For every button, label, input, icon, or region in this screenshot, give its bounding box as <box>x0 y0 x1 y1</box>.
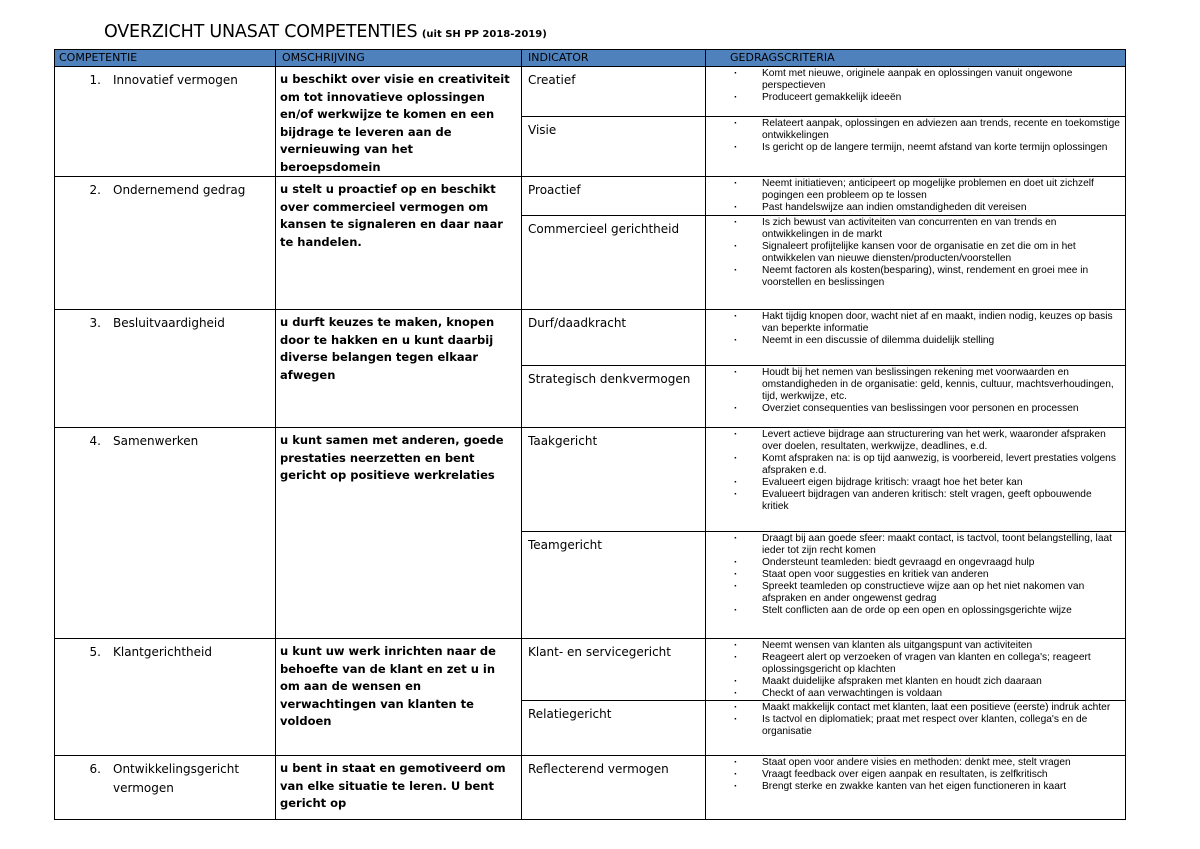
page-title <box>104 22 547 42</box>
competency-number: 4. <box>89 434 101 448</box>
criteria-item: · Evalueert eigen bijdrage kritisch: vraagt hoe het beter kan <box>706 477 1121 489</box>
competency-cell <box>55 67 276 177</box>
criteria-item: · Signaleert profijtelijke kansen voor de organisatie en zet die om in het ontwikkelen van nieuwe diensten/producten/voorstellen <box>706 241 1121 265</box>
indicator-cell: Commercieel gerichtheid <box>522 216 706 310</box>
criteria-cell <box>706 116 1126 176</box>
criteria-item: · Vraagt feedback over eigen aanpak en resultaten, is zelfkritisch <box>706 769 1121 781</box>
criteria-item: · Maakt duidelijke afspraken met klanten en houdt zich daaraan <box>706 676 1121 688</box>
criteria-cell <box>706 366 1126 428</box>
criteria-list <box>706 702 1121 738</box>
criteria-item: · Relateert aanpak, oplossingen en adviezen aan trends, recente en toekomstige ontwikkelingen <box>706 118 1121 142</box>
criteria-cell <box>706 310 1126 366</box>
criteria-list <box>706 178 1121 214</box>
header-gedragscriteria: GEDRAGSCRITERIA <box>706 50 1126 67</box>
competency-description: u stelt u proactief op en beschikt over commercieel vermogen om kansen te signaleren en daar naar te handelen. <box>276 177 522 310</box>
criteria-list <box>706 640 1121 700</box>
table-row <box>55 67 1126 117</box>
competency-cell <box>55 310 276 428</box>
competency-name: Ondernemend gedrag <box>113 183 246 197</box>
criteria-cell <box>706 756 1126 820</box>
criteria-item: · Draagt bij aan goede sfeer: maakt contact, is tactvol, toont belangstelling, laat ieder tot zijn recht komen <box>706 533 1121 557</box>
criteria-item: · Overziet consequenties van beslissingen voor personen en processen <box>706 403 1121 415</box>
criteria-item: · Levert actieve bijdrage aan structurering van het werk, waaronder afspraken over doelen, resultaten, werkwijze, deadlines, e.d. <box>706 429 1121 453</box>
indicator-cell: Proactief <box>522 177 706 216</box>
title-main: OVERZICHT UNASAT COMPETENTIES <box>104 22 418 42</box>
criteria-item: · Neemt wensen van klanten als uitgangspunt van activiteiten <box>706 640 1121 652</box>
competency-description: u kunt uw werk inrichten naar de behoefte van de klant en zet u in om aan de wensen en verwachtingen van klanten te voldoen <box>276 639 522 756</box>
criteria-item: · Neemt factoren als kosten(besparing), winst, rendement en groei mee in voorstellen en beslissingen <box>706 265 1121 289</box>
competency-number: 5. <box>89 645 101 659</box>
competency-name: Samenwerken <box>113 434 199 448</box>
criteria-item: · Stelt conflicten aan de orde op een open en oplossingsgerichte wijze <box>706 605 1121 617</box>
criteria-item: · Produceert gemakkelijk ideeën <box>706 92 1121 104</box>
criteria-cell <box>706 216 1126 310</box>
table-row <box>55 177 1126 216</box>
criteria-item: · Komt met nieuwe, originele aanpak en oplossingen vanuit ongewone perspectieven <box>706 68 1121 92</box>
competency-description: u durft keuzes te maken, knopen door te hakken en u kunt daarbij diverse belangen tegen elkaar afwegen <box>276 310 522 428</box>
criteria-cell <box>706 701 1126 756</box>
criteria-item: · Spreekt teamleden op constructieve wijze aan op het niet nakomen van afspraken en ander ongewenst gedrag <box>706 581 1121 605</box>
table-row <box>55 639 1126 701</box>
table-row <box>55 428 1126 532</box>
criteria-item: · Houdt bij het nemen van beslissingen rekening met voorwaarden en omstandigheden in de organisatie: geld, kennis, cultuur, machtsverhoudingen, tijd, werkwijze, etc. <box>706 367 1121 403</box>
indicator-cell: Durf/daadkracht <box>522 310 706 366</box>
competency-description: u kunt samen met anderen, goede prestaties neerzetten en bent gericht op positieve werkrelaties <box>276 428 522 639</box>
table-header-row <box>55 50 1126 67</box>
indicator-cell: Reflecterend vermogen <box>522 756 706 820</box>
criteria-cell <box>706 532 1126 639</box>
competency-description: u bent in staat en gemotiveerd om van elke situatie te leren. U bent gericht op <box>276 756 522 820</box>
competency-cell <box>55 639 276 756</box>
criteria-item: · Staat open voor suggesties en kritiek van anderen <box>706 569 1121 581</box>
title-source: (uit SH PP 2018-2019) <box>421 29 547 40</box>
header-omschrijving: OMSCHRIJVING <box>276 50 522 67</box>
competency-name: Besluitvaardigheid <box>113 316 225 330</box>
criteria-cell <box>706 67 1126 117</box>
criteria-list <box>706 311 1121 347</box>
criteria-item: · Reageert alert op verzoeken of vragen van klanten en collega's; reageert oplossingsgericht op klachten <box>706 652 1121 676</box>
criteria-cell <box>706 177 1126 216</box>
criteria-item: · Evalueert bijdragen van anderen kritisch: stelt vragen, geeft opbouwende kritiek <box>706 489 1121 513</box>
criteria-item: · Neemt in een discussie of dilemma duidelijk stelling <box>706 335 1121 347</box>
criteria-item: · Hakt tijdig knopen door, wacht niet af en maakt, indien nodig, keuzes op basis van beperkte informatie <box>706 311 1121 335</box>
criteria-item: · Past handelswijze aan indien omstandigheden dit vereisen <box>706 202 1121 214</box>
criteria-item: · Staat open voor andere visies en methoden: denkt mee, stelt vragen <box>706 757 1121 769</box>
criteria-item: · Ondersteunt teamleden: biedt gevraagd en ongevraagd hulp <box>706 557 1121 569</box>
table-row <box>55 310 1126 366</box>
header-competentie: COMPETENTIE <box>55 50 276 67</box>
indicator-cell: Teamgericht <box>522 532 706 639</box>
competency-number: 2. <box>89 183 101 197</box>
criteria-item: · Is gericht op de langere termijn, neemt afstand van korte termijn oplossingen <box>706 142 1121 154</box>
header-indicator: INDICATOR <box>522 50 706 67</box>
criteria-list <box>706 533 1121 617</box>
competency-number: 1. <box>89 73 101 87</box>
criteria-cell <box>706 428 1126 532</box>
competency-number: 6. <box>89 762 101 776</box>
table-body <box>55 67 1126 820</box>
criteria-item: · Komt afspraken na: is op tijd aanwezig, is voorbereid, levert prestaties volgens afspraken e.d. <box>706 453 1121 477</box>
competencies-table <box>54 49 1126 820</box>
criteria-list <box>706 68 1121 104</box>
indicator-cell: Relatiegericht <box>522 701 706 756</box>
competency-name: Ontwikkelingsgericht vermogen <box>113 762 240 795</box>
indicator-cell: Taakgericht <box>522 428 706 532</box>
competency-name: Klantgerichtheid <box>113 645 212 659</box>
criteria-item: · Is zich bewust van activiteiten van concurrenten en van trends en ontwikkelingen in de markt <box>706 217 1121 241</box>
criteria-item: · Maakt makkelijk contact met klanten, laat een positieve (eerste) indruk achter <box>706 702 1121 714</box>
competency-cell <box>55 177 276 310</box>
indicator-cell: Visie <box>522 116 706 176</box>
indicator-cell: Strategisch denkvermogen <box>522 366 706 428</box>
competency-number: 3. <box>89 316 101 330</box>
criteria-item: · Is tactvol en diplomatiek; praat met respect over klanten, collega's en de organisatie <box>706 714 1121 738</box>
criteria-item: · Checkt of aan verwachtingen is voldaan <box>706 688 1121 700</box>
criteria-list <box>706 367 1121 415</box>
competency-description: u beschikt over visie en creativiteit om tot innovatieve oplossingen en/of werkwijze te komen en een bijdrage te leveren aan de vernieuwing van het beroepsdomein <box>276 67 522 177</box>
competency-cell <box>55 428 276 639</box>
criteria-list <box>706 217 1121 289</box>
criteria-item: · Neemt initiatieven; anticipeert op mogelijke problemen en doet uit zichzelf pogingen een probleem op te lossen <box>706 178 1121 202</box>
indicator-cell: Klant- en servicegericht <box>522 639 706 701</box>
criteria-list <box>706 429 1121 513</box>
competency-cell <box>55 756 276 820</box>
table-row <box>55 756 1126 820</box>
criteria-list <box>706 757 1121 793</box>
indicator-cell: Creatief <box>522 67 706 117</box>
competency-name: Innovatief vermogen <box>113 73 238 87</box>
criteria-cell <box>706 639 1126 701</box>
criteria-list <box>706 118 1121 154</box>
criteria-item: · Brengt sterke en zwakke kanten van het eigen functioneren in kaart <box>706 781 1121 793</box>
